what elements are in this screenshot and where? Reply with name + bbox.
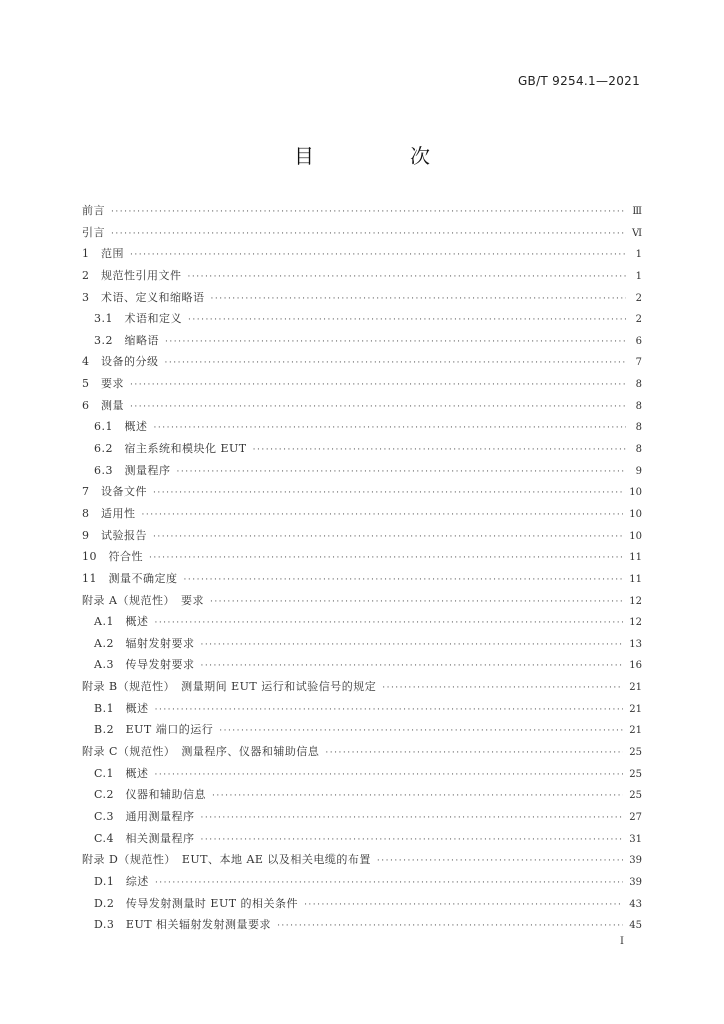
toc-entry-title: 8 适用性 bbox=[82, 506, 136, 520]
dot-leader bbox=[201, 808, 624, 830]
toc-entry[interactable] bbox=[82, 719, 642, 741]
dot-leader bbox=[153, 527, 623, 549]
toc-entry-page: 9 bbox=[635, 465, 642, 477]
toc-entry[interactable] bbox=[82, 763, 642, 785]
toc-entry[interactable] bbox=[82, 806, 642, 828]
toc-entry-title: 7 设备文件 bbox=[82, 485, 147, 499]
toc-entry-page: 25 bbox=[629, 768, 642, 780]
toc-entry-page: 27 bbox=[629, 811, 642, 823]
toc-entry-page: 12 bbox=[629, 617, 642, 629]
toc-entry[interactable] bbox=[82, 654, 642, 676]
toc-entry-page: 16 bbox=[629, 660, 642, 672]
toc-entry-title: C.1 概述 bbox=[94, 766, 149, 780]
toc-entry[interactable] bbox=[82, 914, 642, 936]
dot-leader bbox=[253, 440, 626, 462]
toc-entry-page: 21 bbox=[629, 725, 642, 737]
toc-entry-title: 10 符合性 bbox=[82, 550, 143, 564]
toc-entry[interactable] bbox=[82, 633, 642, 655]
toc-entry-page: 21 bbox=[629, 703, 642, 715]
toc-entry-title: 6 测量 bbox=[82, 398, 124, 412]
toc-entry[interactable] bbox=[82, 893, 642, 915]
dot-leader bbox=[212, 786, 623, 808]
toc-entry[interactable] bbox=[82, 871, 642, 893]
toc-entry-page: 6 bbox=[635, 335, 642, 347]
dot-leader bbox=[111, 224, 626, 246]
dot-leader bbox=[201, 830, 624, 852]
dot-leader bbox=[149, 548, 623, 570]
dot-leader bbox=[154, 418, 627, 440]
toc-entry[interactable] bbox=[82, 546, 642, 568]
toc-entry[interactable] bbox=[82, 481, 642, 503]
toc-entry[interactable] bbox=[82, 590, 642, 612]
toc-entry-page: Ⅲ bbox=[632, 206, 642, 217]
standard-code: GB/T 9254.1—2021 bbox=[517, 74, 640, 88]
toc-entry-page: 10 bbox=[629, 508, 642, 520]
toc-entry[interactable] bbox=[82, 265, 642, 287]
toc-entry-page: 11 bbox=[629, 573, 642, 585]
toc-entry[interactable] bbox=[82, 373, 642, 395]
toc-entry[interactable] bbox=[82, 849, 642, 871]
toc-entry[interactable] bbox=[82, 416, 642, 438]
toc-entry-page: 2 bbox=[635, 314, 642, 326]
toc-entry-page: 39 bbox=[629, 876, 642, 888]
dot-leader bbox=[200, 656, 623, 678]
toc-entry[interactable] bbox=[82, 200, 642, 222]
toc-entry-page: 8 bbox=[635, 422, 642, 434]
toc-entry-title: C.4 相关测量程序 bbox=[94, 831, 195, 845]
toc-entry-page: 45 bbox=[629, 920, 642, 932]
dot-leader bbox=[219, 721, 623, 743]
toc-entry-page: 7 bbox=[635, 357, 642, 369]
toc-entry-page: 10 bbox=[629, 530, 642, 542]
dot-leader bbox=[155, 873, 623, 895]
dot-leader bbox=[153, 483, 623, 505]
toc-entry-title: 1 范围 bbox=[82, 247, 124, 261]
toc-entry-title: C.2 仪器和辅助信息 bbox=[94, 788, 207, 802]
toc-entry[interactable] bbox=[82, 308, 642, 330]
dot-leader bbox=[155, 765, 624, 787]
dot-leader bbox=[325, 743, 623, 765]
toc-entry[interactable] bbox=[82, 503, 642, 525]
toc-entry-page: 8 bbox=[635, 444, 642, 456]
toc-entry-title: B.2 EUT 端口的运行 bbox=[94, 723, 214, 737]
toc-entry[interactable] bbox=[82, 460, 642, 482]
toc-entry[interactable] bbox=[82, 676, 642, 698]
toc-entry-title: 2 规范性引用文件 bbox=[82, 268, 182, 282]
dot-leader bbox=[142, 505, 624, 527]
dot-leader bbox=[188, 310, 626, 332]
toc-entry-title: C.3 通用测量程序 bbox=[94, 809, 195, 823]
toc-entry[interactable] bbox=[82, 828, 642, 850]
page-title: 目 次 bbox=[294, 144, 468, 168]
toc-entry-page: 8 bbox=[635, 400, 642, 412]
toc-entry[interactable] bbox=[82, 438, 642, 460]
dot-leader bbox=[130, 375, 626, 397]
toc-entry-page: 25 bbox=[629, 790, 642, 802]
toc-entry-title: 6.3 测量程序 bbox=[94, 463, 171, 477]
dot-leader bbox=[165, 332, 626, 354]
toc-entry[interactable] bbox=[82, 741, 642, 763]
dot-leader bbox=[165, 353, 627, 375]
toc-entry-title: 3.2 缩略语 bbox=[94, 333, 159, 347]
toc-entry-title: 6.2 宿主系统和模块化 EUT bbox=[94, 442, 247, 456]
toc-entry[interactable] bbox=[82, 784, 642, 806]
toc-entry[interactable] bbox=[82, 525, 642, 547]
toc-entry-page: 13 bbox=[629, 638, 642, 650]
toc-entry[interactable] bbox=[82, 568, 642, 590]
toc-entry-title: 5 要求 bbox=[82, 377, 124, 391]
toc-entry-title: 4 设备的分级 bbox=[82, 355, 159, 369]
toc-entry[interactable] bbox=[82, 395, 642, 417]
toc-entry-title: 3 术语、定义和缩略语 bbox=[82, 290, 205, 304]
dot-leader bbox=[382, 678, 623, 700]
toc-entry-page: 10 bbox=[629, 487, 642, 499]
dot-leader bbox=[184, 570, 624, 592]
toc-entry-title: 附录 C（规范性） 测量程序、仪器和辅助信息 bbox=[82, 745, 320, 759]
toc-entry-page: 11 bbox=[629, 552, 642, 564]
toc-entry-title: B.1 概述 bbox=[94, 701, 149, 715]
toc-entry[interactable] bbox=[82, 243, 642, 265]
toc-entry-page: 12 bbox=[629, 595, 642, 607]
toc-entry[interactable] bbox=[82, 287, 642, 309]
toc-entry-title: A.3 传导发射要求 bbox=[94, 658, 195, 672]
toc-entry-title: A.1 概述 bbox=[94, 615, 149, 629]
toc-entry-title: D.1 综述 bbox=[94, 874, 149, 888]
toc-entry[interactable] bbox=[82, 611, 642, 633]
dot-leader bbox=[130, 245, 626, 267]
dot-leader bbox=[111, 202, 626, 224]
toc-entry-title: 3.1 术语和定义 bbox=[94, 312, 182, 326]
toc-entry[interactable] bbox=[82, 330, 642, 352]
dot-leader bbox=[210, 592, 623, 614]
toc-entry-title: 附录 B（规范性） 测量期间 EUT 运行和试验信号的规定 bbox=[82, 680, 377, 694]
dot-leader bbox=[211, 289, 627, 311]
toc-entry-title: 11 测量不确定度 bbox=[82, 571, 178, 585]
toc-entry-page: 39 bbox=[629, 855, 642, 867]
dot-leader bbox=[130, 397, 626, 419]
dot-leader bbox=[377, 851, 623, 873]
toc-entry[interactable] bbox=[82, 698, 642, 720]
toc-entry-page: 8 bbox=[635, 379, 642, 391]
toc-entry-page: 43 bbox=[629, 898, 642, 910]
toc-entry-page: 31 bbox=[629, 833, 642, 845]
toc-entry-title: 6.1 概述 bbox=[94, 420, 148, 434]
toc-entry-title: 前言 bbox=[82, 204, 105, 217]
toc-entry-title: D.3 EUT 相关辐射发射测量要求 bbox=[94, 918, 272, 932]
toc-entry-page: 25 bbox=[629, 747, 642, 759]
dot-leader bbox=[277, 916, 623, 938]
toc-entry-title: 附录 D（规范性） EUT、本地 AE 以及相关电缆的布置 bbox=[82, 853, 371, 867]
toc-entry-page: 21 bbox=[629, 682, 642, 694]
toc-entry-title: D.2 传导发射测量时 EUT 的相关条件 bbox=[94, 896, 299, 910]
dot-leader bbox=[177, 462, 627, 484]
page-number: I bbox=[620, 936, 624, 947]
dot-leader bbox=[155, 700, 624, 722]
dot-leader bbox=[154, 613, 623, 635]
toc-entry-title: 附录 A（规范性） 要求 bbox=[82, 593, 204, 607]
dot-leader bbox=[200, 635, 623, 657]
toc-entry-page: 1 bbox=[635, 249, 642, 261]
toc-entry-page: 1 bbox=[635, 270, 642, 282]
toc-entry[interactable] bbox=[82, 222, 642, 244]
dot-leader bbox=[304, 895, 623, 917]
toc-entry-title: A.2 辐射发射要求 bbox=[94, 636, 195, 650]
toc-entry-page: Ⅵ bbox=[631, 227, 642, 239]
toc-entry-title: 引言 bbox=[82, 225, 105, 239]
toc-entry[interactable] bbox=[82, 351, 642, 373]
dot-leader bbox=[188, 267, 627, 289]
toc-entry-page: 2 bbox=[635, 292, 642, 304]
table-of-contents bbox=[82, 200, 642, 936]
toc-entry-title: 9 试验报告 bbox=[82, 528, 147, 542]
